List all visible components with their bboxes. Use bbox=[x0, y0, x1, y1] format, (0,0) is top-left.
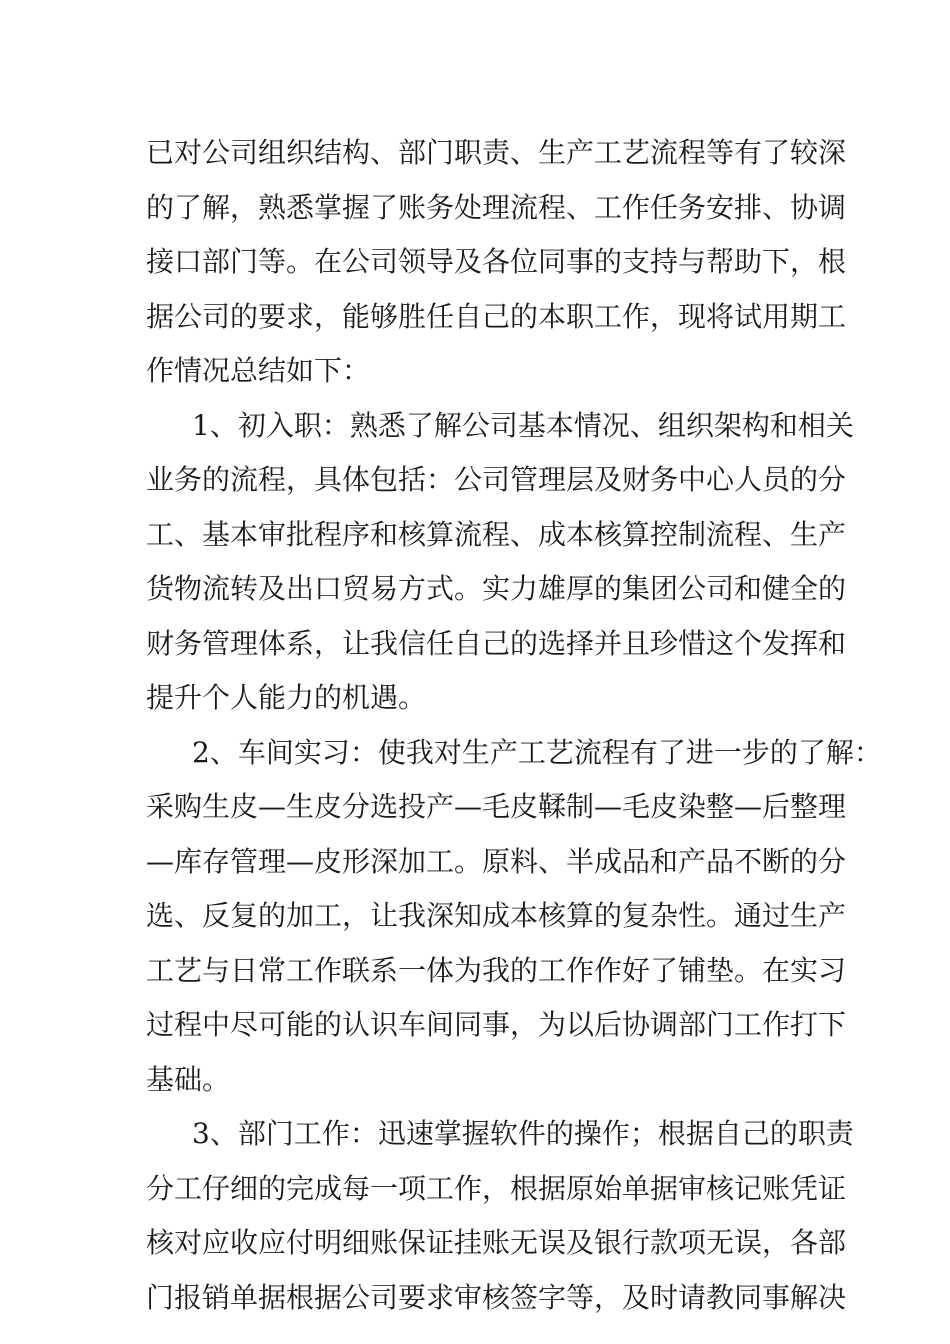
text-line: 作情况总结如下： bbox=[146, 354, 371, 387]
text-line: 工艺与日常工作联系一体为我的工作作好了铺垫。在实习 bbox=[146, 953, 847, 987]
text-line: 选、反复的加工，让我深知成本核算的复杂性。通过生产 bbox=[146, 899, 847, 932]
text-line: 已对公司组织结构、部门职责、生产工艺流程等有了较深 bbox=[146, 136, 847, 169]
text-line: 工、基本审批程序和核算流程、成本核算控制流程、生产 bbox=[146, 517, 847, 551]
text-line: 基础。 bbox=[146, 1062, 231, 1096]
text-line: 据公司的要求，能够胜任自己的本职工作，现将试用期工 bbox=[146, 299, 847, 333]
document-body bbox=[146, 126, 882, 1325]
text-line: 财务管理体系，让我信任自己的选择并且珍惜这个发挥和 bbox=[146, 626, 847, 660]
text-line: 的了解，熟悉掌握了账务处理流程、工作任务安排、协调 bbox=[146, 190, 847, 224]
text-line: 分工仔细的完成每一项工作，根据原始单据审核记账凭证 bbox=[146, 1171, 847, 1205]
text-line: 接口部门等。在公司领导及各位同事的支持与帮助下，根 bbox=[146, 245, 847, 278]
paragraph-intro bbox=[146, 126, 847, 399]
text-line: 过程中尽可能的认识车间同事，为以后协调部门工作打下 bbox=[146, 1008, 847, 1041]
text-line: 3、部门工作：迅速掌握软件的操作；根据自己的职责 bbox=[192, 1117, 854, 1150]
text-line: 货物流转及出口贸易方式。实力雄厚的集团公司和健全的 bbox=[146, 572, 847, 605]
paragraph-item-2 bbox=[146, 726, 882, 1108]
text-line: 提升个人能力的机遇。 bbox=[146, 681, 427, 714]
text-line: 业务的流程，具体包括：公司管理层及财务中心人员的分 bbox=[146, 463, 847, 496]
paragraph-item-1 bbox=[146, 399, 854, 726]
text-line: 核对应收应付明细账保证挂账无误及银行款项无误，各部 bbox=[146, 1226, 847, 1259]
text-line: 2、车间实习：使我对生产工艺流程有了进一步的了解： bbox=[192, 735, 882, 769]
text-line: —库存管理—皮形深加工。原料、半成品和产品不断的分 bbox=[146, 844, 847, 878]
paragraph-item-3 bbox=[146, 1107, 854, 1325]
text-line: 门报销单据根据公司要求审核签字等，及时请教同事解决 bbox=[146, 1280, 847, 1314]
text-line: 1、初入职：熟悉了解公司基本情况、组织架构和相关 bbox=[192, 408, 854, 442]
text-line: 采购生皮—生皮分选投产—毛皮鞣制—毛皮染整—后整理 bbox=[146, 790, 847, 823]
